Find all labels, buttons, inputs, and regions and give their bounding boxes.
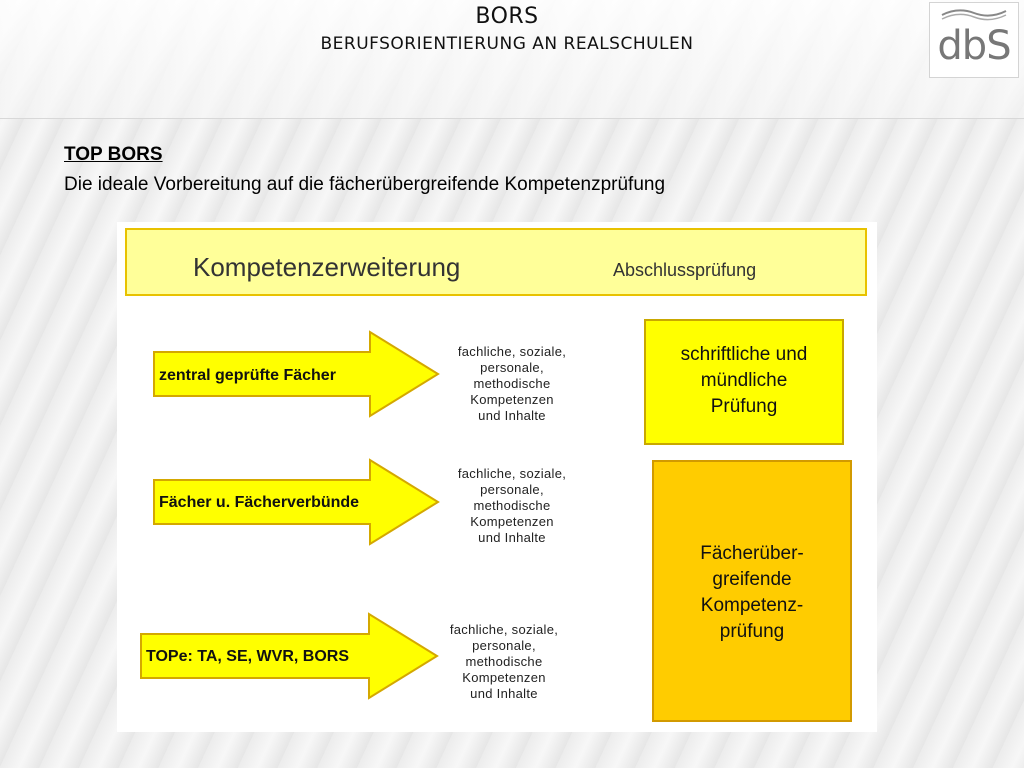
section-intro: Die ideale Vorbereitung auf die fächerübergreifende Kompetenzprüfung — [64, 174, 666, 195]
box-line: schriftliche und — [680, 344, 808, 365]
competency-list — [437, 344, 587, 424]
box-line: prüfung — [719, 621, 785, 642]
competency-line: und Inhalte — [478, 530, 546, 545]
page-title: BORS — [475, 4, 539, 29]
competency-line: methodische — [473, 498, 551, 513]
arrow-label: Fächer u. Fächerverbünde — [159, 494, 360, 511]
competency-line: und Inhalte — [478, 408, 546, 423]
dbs-logo — [929, 2, 1019, 78]
exam-box-competency — [652, 460, 852, 722]
diagram-banner — [125, 228, 867, 296]
competency-line: fachliche, soziale, — [457, 466, 567, 481]
competency-line: Kompetenzen — [462, 670, 546, 685]
diagram — [117, 222, 877, 732]
competency-list — [437, 466, 587, 546]
box-line: Kompetenz- — [700, 595, 804, 616]
competency-line: fachliche, soziale, — [457, 344, 567, 359]
competency-line: und Inhalte — [470, 686, 538, 701]
competency-line: personale, — [480, 360, 544, 375]
competency-line: methodische — [473, 376, 551, 391]
box-line: greifende — [712, 569, 792, 590]
competency-list — [429, 622, 579, 702]
box-line: mündliche — [700, 370, 788, 391]
exam-box-written-oral — [644, 319, 844, 445]
arrow-label: TOPe: TA, SE, WVR, BORS — [146, 648, 349, 665]
section-heading: TOP BORS — [64, 144, 163, 165]
box-line: Prüfung — [710, 396, 778, 417]
competency-line: Kompetenzen — [470, 514, 554, 529]
wave-icon — [940, 7, 1008, 21]
competency-line: fachliche, soziale, — [449, 622, 559, 637]
competency-line: personale, — [472, 638, 536, 653]
competency-line: methodische — [465, 654, 543, 669]
banner-label-kompetenz: Kompetenzerweiterung — [193, 252, 461, 282]
banner-label-abschluss: Abschlussprüfung — [613, 260, 757, 280]
box-line: Fächerüber- — [700, 543, 804, 564]
arrow-label: zentral geprüfte Fächer — [159, 367, 336, 384]
competency-line: Kompetenzen — [470, 392, 554, 407]
logo-text: dbS — [937, 23, 1011, 69]
page-subtitle: BERUFSORIENTIERUNG AN REALSCHULEN — [320, 34, 694, 54]
competency-line: personale, — [480, 482, 544, 497]
